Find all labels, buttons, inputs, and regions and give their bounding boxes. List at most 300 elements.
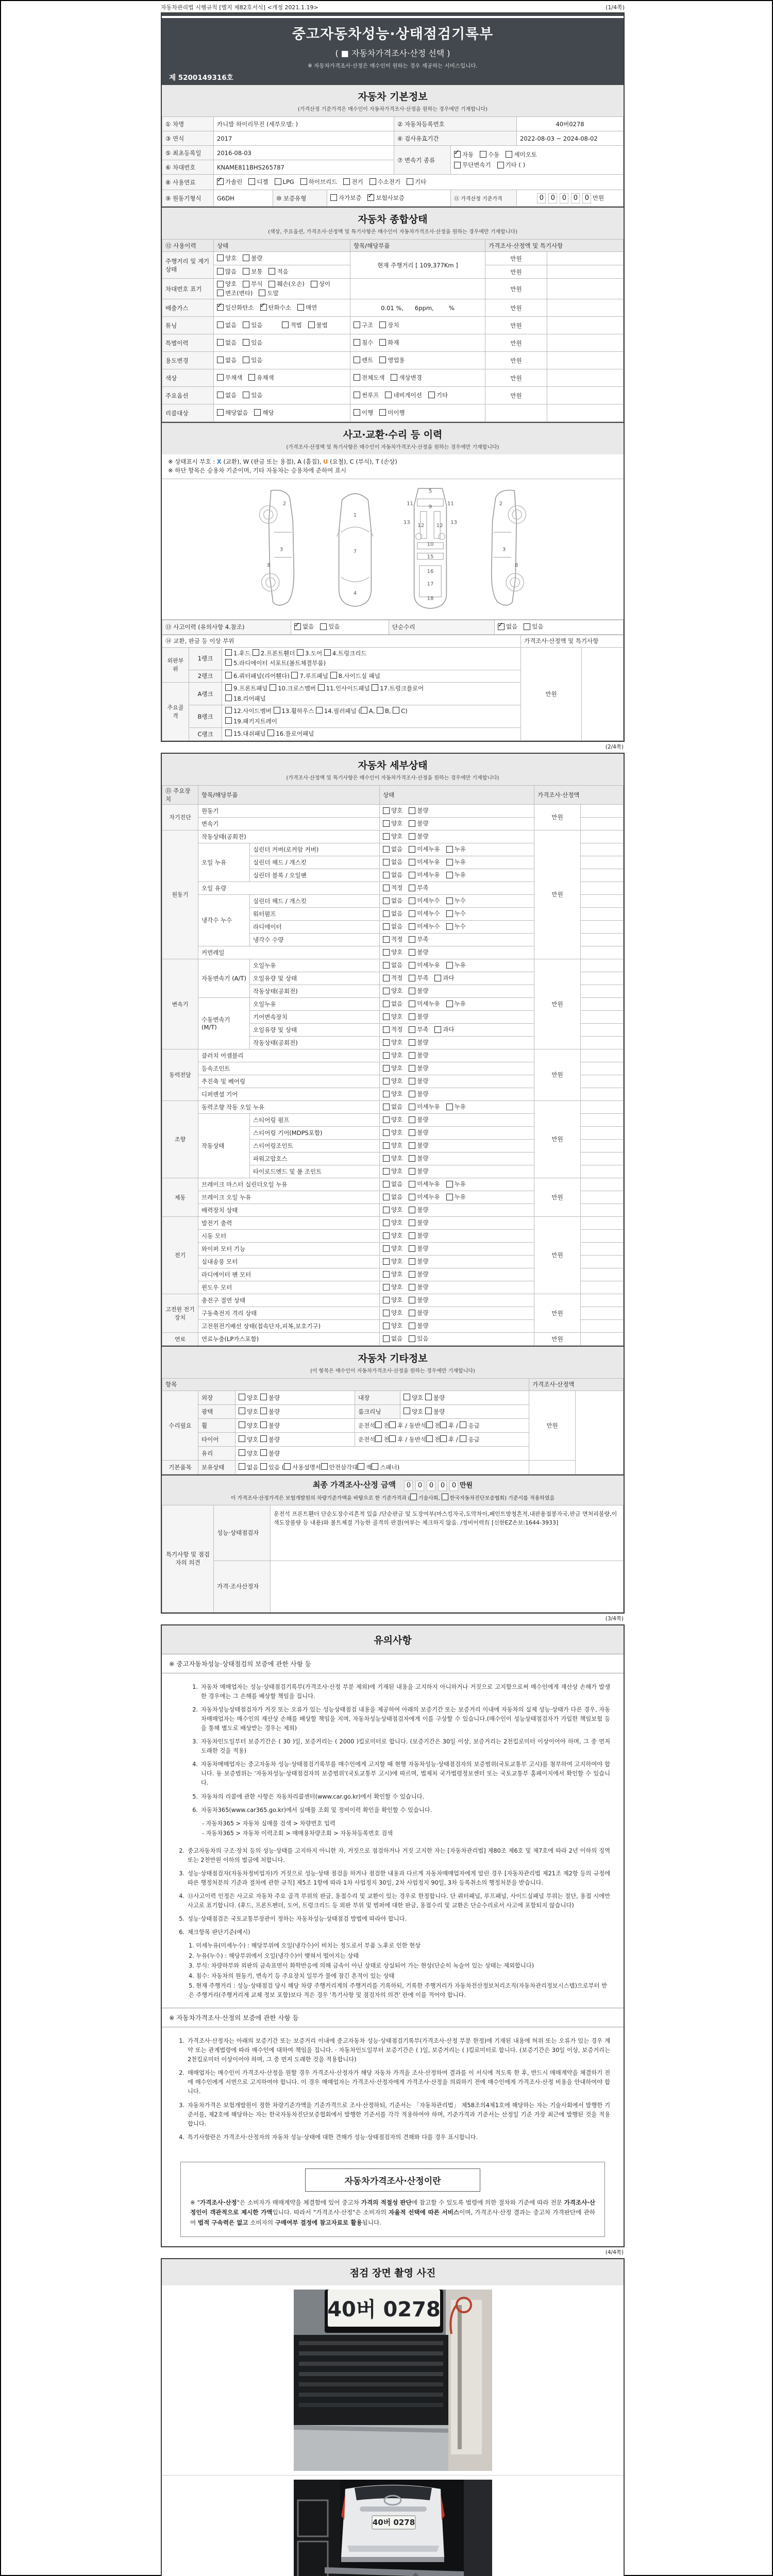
checkbox-icon[interactable]: [409, 1284, 415, 1291]
remark-cell: [581, 1036, 624, 1049]
remark-cell: [547, 334, 624, 352]
checkbox-icon[interactable]: [409, 1013, 415, 1020]
checkbox-icon[interactable]: [409, 1104, 415, 1110]
infobox-segment: 입니다. 따라서 "가격조사·산정"은 소비자의: [272, 2209, 389, 2216]
infobox-text: [190, 2198, 595, 2228]
checkbox-label: 없음: [391, 845, 403, 853]
notice-list-1: [189, 1683, 610, 1838]
checkbox-icon[interactable]: [354, 409, 360, 416]
checkbox-icon[interactable]: [389, 1435, 396, 1442]
checkbox-icon[interactable]: [440, 1435, 447, 1442]
checkbox-label: 수소전기: [377, 178, 401, 185]
checkbox-icon[interactable]: [282, 321, 289, 328]
notice-item: 4. 자동차매매업자는 중고자동차 성능·상태점검기록부를 매수인에게 고지할 때 현행 자동차성능·상태점검자의 보증범위(국토교통부 고시)를 첨부하여 고지하여야 합니다. 동 보증범위는 '자동차성능·상태점검자의 보증범위'(국토교통부 고시)에 따르며, 법제처 국가법령정보센터 또는 국토교통부 홈페이지에서 확인할 수 있습니다.: [189, 1760, 610, 1788]
usage-label: 용도변경: [162, 352, 214, 369]
checkbox-icon[interactable]: [217, 392, 224, 398]
checkbox-icon[interactable]: [409, 1258, 415, 1265]
checkbox-icon[interactable]: [383, 885, 390, 891]
checkbox-icon[interactable]: [267, 730, 274, 736]
state-options: [380, 1229, 534, 1242]
checkbox-icon[interactable]: [320, 623, 327, 630]
panel-number: 8: [515, 562, 518, 568]
checkbox-label: 있음: [251, 356, 263, 364]
checkbox-icon[interactable]: [239, 1449, 245, 1456]
checkbox-label: 누유: [454, 845, 466, 853]
notice-item: 1. 가격조사·산정자는 아래의 보증기간 또는 보증거리 이내에 중고자동차 성능·상태점검기록부(가격조사·산정 부분 한정)에 기재된 내용에 허위 또는 오류가 있는 경우 계약 또는 관계법령에 따라 매수인에 대하여 책임을 집니다. · 자동차인도일부터 보증기간은 ( )일, 보증거리는 ( )킬로미터로 합니다. (보증기간은 30일 이상, 보증거리는 2천킬로미터 이상이어야 하며, 그 중 먼저 도래한 것을 적용합니다): [175, 2037, 610, 2064]
checkbox-option: [383, 1231, 402, 1240]
checkbox-label: 불량: [417, 1309, 429, 1317]
checkbox-icon[interactable]: [409, 1335, 415, 1342]
checkbox-icon[interactable]: [268, 281, 275, 287]
checkbox-icon[interactable]: [379, 339, 386, 346]
state-options: [380, 1294, 534, 1307]
checkbox-label: 없음: [225, 391, 237, 399]
checkbox-icon[interactable]: [383, 1219, 390, 1226]
checkbox-icon[interactable]: [428, 392, 435, 398]
checkbox-icon[interactable]: [409, 1116, 415, 1123]
remark-cell: [581, 843, 624, 856]
checkbox-icon[interactable]: [383, 910, 390, 917]
checkbox-option: [268, 280, 304, 288]
checkbox-icon[interactable]: [217, 281, 224, 287]
checkbox-icon[interactable]: [248, 374, 255, 381]
checkbox-icon[interactable]: [446, 923, 453, 930]
checkbox-label: 누수: [454, 923, 466, 930]
checkbox-icon[interactable]: [454, 162, 461, 168]
checkbox-icon[interactable]: [409, 1245, 415, 1252]
price-digit: 0: [560, 193, 568, 204]
checkbox-icon[interactable]: [291, 672, 298, 679]
checkbox-label: 가솔린: [225, 178, 243, 185]
checkbox-icon[interactable]: [409, 975, 415, 981]
checkbox-icon[interactable]: [389, 1421, 396, 1428]
checkbox-icon[interactable]: [243, 281, 249, 287]
checkbox-icon[interactable]: [372, 1463, 378, 1470]
checkbox-icon[interactable]: [446, 897, 453, 904]
checkbox-icon[interactable]: [383, 1129, 390, 1136]
checkbox-icon[interactable]: [383, 807, 390, 814]
checkbox-icon[interactable]: [225, 694, 232, 701]
checkbox-icon[interactable]: [294, 623, 301, 630]
checkbox-icon[interactable]: [393, 707, 399, 714]
checkbox-icon[interactable]: [284, 1463, 291, 1470]
checkbox-icon[interactable]: [217, 178, 224, 185]
checkbox-icon[interactable]: [383, 1142, 390, 1149]
checkbox-icon[interactable]: [260, 1421, 267, 1428]
checkbox-icon[interactable]: [409, 1194, 415, 1200]
checkbox-icon[interactable]: [243, 392, 249, 398]
remarks-inspector-text: 운전석 프론트휀더 단순도장수리흔적 있음 /단순판금 및 도장여부(마스킹자국,도막차이,페인트방청흔적,내판용접봉자국,판금 면처리불량,이색도장불량 등 내용)와 볼트체결 가능한 골격의 판결(여부는 체크하지 않음. /정비이력有 [신한EZ손보:1644-3933]: [271, 1505, 624, 1561]
checkbox-icon[interactable]: [446, 1194, 453, 1200]
checkbox-icon[interactable]: [409, 1207, 415, 1213]
checkbox-icon[interactable]: [239, 1394, 245, 1400]
checkbox-icon[interactable]: [404, 1408, 410, 1414]
checkbox-icon[interactable]: [383, 1001, 390, 1007]
checkbox-icon[interactable]: [409, 807, 415, 814]
checkbox-icon[interactable]: [440, 1421, 447, 1428]
car-underbody-diagram: [401, 484, 459, 612]
remark-cell: [547, 252, 624, 265]
checkbox-icon[interactable]: [225, 730, 232, 736]
checkbox-icon[interactable]: [383, 988, 390, 994]
checkbox-icon[interactable]: [260, 1449, 267, 1456]
checkbox-icon[interactable]: [217, 290, 224, 296]
checkbox-icon[interactable]: [409, 872, 415, 878]
checkbox-icon[interactable]: [383, 833, 390, 840]
checkbox-icon[interactable]: [409, 1168, 415, 1175]
checkbox-icon[interactable]: [308, 321, 315, 328]
checkbox-icon[interactable]: [383, 1078, 390, 1084]
checkbox-option: [409, 1321, 428, 1330]
checkbox-icon[interactable]: [383, 1104, 390, 1110]
checkbox-icon[interactable]: [217, 409, 224, 416]
checkbox-icon[interactable]: [217, 268, 224, 275]
checkbox-option: [409, 1077, 428, 1085]
final-price-row: [162, 1475, 624, 1505]
remark-cell: [581, 920, 624, 933]
checkbox-icon[interactable]: [225, 684, 232, 691]
checkbox-icon[interactable]: [239, 1421, 245, 1428]
checkbox-icon[interactable]: [410, 1494, 417, 1500]
checkbox-label: 없음: [225, 338, 237, 346]
checkbox-icon[interactable]: [268, 268, 275, 275]
law-reference: 자동차관리법 시행규칙 [별지 제82호서식] <개정 2021.1.19>: [161, 4, 318, 11]
checkbox-icon[interactable]: [446, 1001, 453, 1007]
notice-item-text: 자동차365(www.car365.go.kr)에서 실매물 조회 및 정비이력 확인을 확인할 수 있습니다.: [201, 1806, 432, 1814]
checkbox-icon[interactable]: [225, 672, 232, 679]
checkbox-icon[interactable]: [383, 820, 390, 827]
checkbox-icon[interactable]: [318, 684, 325, 691]
checkbox-icon[interactable]: [426, 1435, 433, 1442]
checkbox-icon[interactable]: [367, 194, 374, 201]
checkbox-icon[interactable]: [297, 649, 304, 656]
checkbox-icon[interactable]: [409, 833, 415, 840]
notice-item-subline: 2. 누유(누수) : 해당부위에서 오일(냉각수)이 맺혀서 떨어지는 상태: [189, 1952, 359, 1959]
checkbox-option: [428, 391, 448, 399]
checkbox-icon[interactable]: [385, 392, 392, 398]
notice-item-text: 성능·상태점검자(자동차정비업자)가 거짓으로 성능·상태 점검을 하거나 점검한 내용과 다르게 자동차매매업자에게 알린 경우 [자동차관리법 제21조 제2항 등의 규정에 따른 행정처분의 기준과 절차에 관한 규칙] 제5조 1항에 따라 1차 사업정지 30일, 2차 사업정지 90일, 3차 등록취소의 행정처분을 받습니다.: [188, 1870, 610, 1886]
checkbox-icon[interactable]: [409, 885, 415, 891]
checkbox-label: 네비게이션: [393, 391, 422, 399]
checkbox-icon[interactable]: [239, 1463, 245, 1470]
checkbox-icon[interactable]: [260, 1463, 267, 1470]
checkbox-icon[interactable]: [442, 1494, 448, 1500]
checkbox-icon[interactable]: [254, 409, 261, 416]
checkbox-icon[interactable]: [260, 1408, 267, 1414]
checkbox-label: 렌트: [362, 356, 374, 364]
checkbox-icon[interactable]: [275, 178, 281, 185]
checkbox-icon[interactable]: [409, 1142, 415, 1149]
checkbox-icon[interactable]: [446, 910, 453, 917]
checkbox-icon[interactable]: [383, 1116, 390, 1123]
checkbox-icon[interactable]: [217, 339, 224, 346]
etc-item-label: 휠: [198, 1418, 236, 1432]
checkbox-option: [409, 1051, 428, 1059]
checkbox-icon[interactable]: [409, 1091, 415, 1097]
checkbox-icon[interactable]: [409, 988, 415, 994]
checkbox-icon[interactable]: [409, 936, 415, 943]
state-options: [380, 946, 534, 959]
checkbox-icon[interactable]: [446, 962, 453, 969]
checkbox-icon[interactable]: [409, 1232, 415, 1239]
checkbox-label: 불량: [417, 1064, 429, 1072]
checkbox-option: [409, 1180, 440, 1188]
checkbox-icon[interactable]: [217, 357, 224, 363]
photos-card: [161, 2258, 625, 2576]
checkbox-icon[interactable]: [300, 178, 307, 185]
checkbox-icon[interactable]: [383, 1091, 390, 1097]
checkbox-icon[interactable]: [383, 1284, 390, 1291]
checkbox-icon[interactable]: [409, 962, 415, 969]
checkbox-option: [409, 974, 428, 982]
checkbox-icon[interactable]: [379, 357, 386, 363]
checkbox-icon[interactable]: [383, 1181, 390, 1188]
checkbox-icon[interactable]: [446, 846, 453, 853]
checkbox-icon[interactable]: [225, 707, 232, 714]
checkbox-icon[interactable]: [409, 846, 415, 853]
checkbox-icon[interactable]: [369, 178, 376, 185]
checkbox-label: 불법: [316, 321, 328, 329]
checkbox-icon[interactable]: [409, 1052, 415, 1059]
checkbox-icon[interactable]: [243, 268, 249, 275]
checkbox-label: 양호: [391, 1322, 403, 1330]
state-options: [380, 1268, 534, 1281]
checkbox-icon[interactable]: [225, 659, 232, 666]
checkbox-icon[interactable]: [383, 936, 390, 943]
checkbox-icon[interactable]: [217, 321, 224, 328]
checkbox-icon[interactable]: [383, 975, 390, 981]
checkbox-icon[interactable]: [379, 409, 386, 416]
checkbox-icon[interactable]: [217, 304, 224, 311]
checkbox-icon[interactable]: [239, 1408, 245, 1414]
checkbox-icon[interactable]: [383, 923, 390, 930]
checkbox-icon[interactable]: [225, 717, 232, 724]
checkbox-icon[interactable]: [409, 820, 415, 827]
remark-cell: [581, 1075, 624, 1088]
checkbox-icon[interactable]: [248, 178, 255, 185]
checkbox-icon[interactable]: [434, 1026, 441, 1033]
checkbox-icon[interactable]: [409, 1155, 415, 1162]
state-options: [380, 830, 534, 843]
checkbox-option: [383, 1090, 402, 1098]
checkbox-icon[interactable]: [311, 281, 317, 287]
checkbox-icon[interactable]: [383, 949, 390, 956]
checkbox-icon[interactable]: [409, 1026, 415, 1033]
checkbox-label: 없음: [391, 1335, 403, 1343]
checkbox-icon[interactable]: [239, 1435, 245, 1442]
checkbox-option: [409, 858, 440, 866]
checkbox-icon[interactable]: [243, 321, 249, 328]
checkbox-icon[interactable]: [225, 649, 232, 656]
checkbox-icon[interactable]: [375, 1435, 382, 1442]
checkbox-icon[interactable]: [354, 374, 360, 381]
checkbox-icon[interactable]: [383, 1297, 390, 1303]
checkbox-label: 양호: [391, 1155, 403, 1162]
etc-item-options: 양호 불량: [400, 1404, 529, 1418]
checkbox-icon[interactable]: [383, 1232, 390, 1239]
checkbox-icon[interactable]: [524, 623, 530, 630]
item-label: 등속조인트: [198, 1062, 380, 1075]
checkbox-icon[interactable]: [361, 707, 367, 714]
checkbox-icon[interactable]: [409, 1039, 415, 1046]
year-label: ③ 연식: [162, 131, 214, 146]
checkbox-icon[interactable]: [409, 1297, 415, 1303]
checkbox-option: [217, 391, 237, 399]
checkbox-icon[interactable]: [383, 1245, 390, 1252]
checkbox-icon[interactable]: [253, 649, 259, 656]
checkbox-icon[interactable]: [460, 1421, 466, 1428]
checkbox-icon[interactable]: [321, 1463, 328, 1470]
checkbox-icon[interactable]: [383, 1026, 390, 1033]
checkbox-icon[interactable]: [330, 194, 337, 201]
checkbox-icon[interactable]: [383, 872, 390, 878]
checkbox-icon[interactable]: [409, 923, 415, 930]
checkbox-icon[interactable]: [409, 1219, 415, 1226]
checkbox-icon[interactable]: [497, 162, 504, 168]
checkbox-icon[interactable]: [383, 897, 390, 904]
checkbox-icon[interactable]: [260, 1435, 267, 1442]
checkbox-icon[interactable]: [354, 392, 360, 398]
inspection-photo-front: [162, 2285, 624, 2476]
checkbox-icon[interactable]: [446, 872, 453, 878]
checkbox-icon[interactable]: [409, 897, 415, 904]
checkbox-icon[interactable]: [274, 707, 280, 714]
checkbox-icon[interactable]: [498, 623, 505, 630]
panel-number: 12: [417, 522, 425, 529]
checkbox-label: 보험사보증: [376, 194, 405, 201]
checkbox-option: [383, 1321, 402, 1330]
notice-item: 6. 체크항목 판단기준(예시): [175, 1928, 610, 1937]
state-options: [214, 299, 350, 317]
checkbox-icon[interactable]: [409, 1001, 415, 1007]
checkbox-icon[interactable]: [460, 1435, 466, 1442]
checkbox-icon[interactable]: [259, 290, 265, 296]
checkbox-label: 부족: [417, 1026, 429, 1033]
checkbox-icon[interactable]: [383, 846, 390, 853]
checkbox-label: 전체도색: [362, 374, 385, 381]
checkbox-icon[interactable]: [260, 304, 267, 311]
checkbox-icon[interactable]: [425, 1408, 432, 1414]
checkbox-icon[interactable]: [426, 1421, 433, 1428]
checkbox-icon[interactable]: [383, 1271, 390, 1278]
checkbox-icon[interactable]: [260, 1394, 267, 1400]
checkbox-icon[interactable]: [454, 151, 461, 158]
checkbox-icon[interactable]: [404, 1394, 410, 1400]
price-cell: 만원: [534, 830, 581, 959]
checkbox-icon[interactable]: [383, 962, 390, 969]
checkbox-icon[interactable]: [409, 1129, 415, 1136]
checkbox-icon[interactable]: [446, 1104, 453, 1110]
checkbox-icon[interactable]: [243, 357, 249, 363]
checkbox-icon[interactable]: [407, 178, 413, 185]
checkbox-icon[interactable]: [446, 1181, 453, 1188]
checkbox-icon[interactable]: [354, 321, 360, 328]
checkbox-icon[interactable]: [383, 1258, 390, 1265]
checkbox-icon[interactable]: [446, 859, 453, 866]
checkbox-icon[interactable]: [354, 357, 360, 363]
checkbox-icon[interactable]: [409, 859, 415, 866]
state-options: [380, 1191, 534, 1204]
etc-item-options: 양호 불량: [236, 1432, 355, 1446]
checkbox-icon[interactable]: [383, 1013, 390, 1020]
notice-section2-header: ※ 자동차가격조사·산정의 보증에 관한 사항 등: [162, 2008, 624, 2027]
checkbox-icon[interactable]: [297, 304, 304, 311]
checkbox-icon[interactable]: [434, 975, 441, 981]
checkbox-icon[interactable]: [217, 374, 224, 381]
checkbox-option: [383, 922, 402, 930]
checkbox-icon[interactable]: [383, 1323, 390, 1329]
checkbox-icon[interactable]: [243, 339, 249, 346]
checkbox-label: 일산화탄소: [225, 303, 254, 311]
checkbox-icon[interactable]: [316, 707, 323, 714]
state-options: [380, 1036, 534, 1049]
checkbox-option: [383, 896, 402, 905]
checkbox-icon[interactable]: [383, 1168, 390, 1175]
basic-info-subtitle: (가격산정 기준가격은 매수인이 자동차가격조사·산정을 원하는 경우에만 기재합니다): [297, 107, 488, 112]
checkbox-icon[interactable]: [409, 1181, 415, 1188]
device-group-label: 전기: [162, 1216, 198, 1294]
checkbox-icon[interactable]: [383, 1335, 390, 1342]
checkbox-icon[interactable]: [330, 672, 337, 679]
checkbox-icon[interactable]: [409, 1078, 415, 1084]
checkbox-icon[interactable]: [383, 1052, 390, 1059]
remark-cell: [581, 1294, 624, 1307]
checkbox-icon[interactable]: [409, 949, 415, 956]
checkbox-option: [446, 999, 466, 1008]
checkbox-icon[interactable]: [383, 1155, 390, 1162]
checkbox-option: [409, 909, 440, 918]
checkbox-icon[interactable]: [391, 374, 397, 381]
checkbox-icon[interactable]: [409, 1065, 415, 1072]
checkbox-icon[interactable]: [409, 910, 415, 917]
checkbox-icon[interactable]: [383, 1207, 390, 1213]
remark-cell: [582, 647, 624, 740]
checkbox-icon[interactable]: [383, 1310, 390, 1316]
remark-cell: [547, 317, 624, 334]
item-cell: [350, 352, 485, 369]
checkbox-icon[interactable]: [409, 1271, 415, 1278]
checkbox-icon[interactable]: [217, 255, 224, 261]
checkbox-icon[interactable]: [379, 321, 386, 328]
first-registration-label: ⑤ 최초등록일: [162, 146, 214, 160]
checkbox-icon[interactable]: [383, 859, 390, 866]
checkbox-icon[interactable]: [480, 151, 486, 158]
checkbox-icon[interactable]: [383, 1194, 390, 1200]
checkbox-icon[interactable]: [425, 1394, 432, 1400]
infobox-segment: 구매여부 결정에 참고자료로 활용: [275, 2219, 362, 2227]
panel-number: 8: [267, 562, 271, 568]
checkbox-icon[interactable]: [372, 684, 378, 691]
checkbox-icon[interactable]: [409, 1323, 415, 1329]
checkbox-icon[interactable]: [343, 178, 350, 185]
checkbox-option: [383, 832, 402, 840]
checkbox-icon[interactable]: [354, 339, 360, 346]
checkbox-icon[interactable]: [324, 649, 331, 656]
checkbox-icon[interactable]: [409, 1310, 415, 1316]
checkbox-icon[interactable]: [270, 684, 276, 691]
checkbox-icon[interactable]: [383, 1065, 390, 1072]
checkbox-label: 없음: [225, 321, 237, 329]
checkbox-icon[interactable]: [375, 1421, 382, 1428]
infobox-segment: "은 소비자가 매매계약을 체결함에 있어 중고차: [237, 2198, 361, 2206]
checkbox-icon[interactable]: [243, 255, 249, 261]
checkbox-icon[interactable]: [377, 707, 383, 714]
etc-item-label: 광택: [198, 1404, 236, 1418]
checkbox-icon[interactable]: [358, 1463, 364, 1470]
checkbox-icon[interactable]: [383, 1039, 390, 1046]
checkbox-icon[interactable]: [506, 151, 512, 158]
usage-label: 리콜대상: [162, 404, 214, 422]
